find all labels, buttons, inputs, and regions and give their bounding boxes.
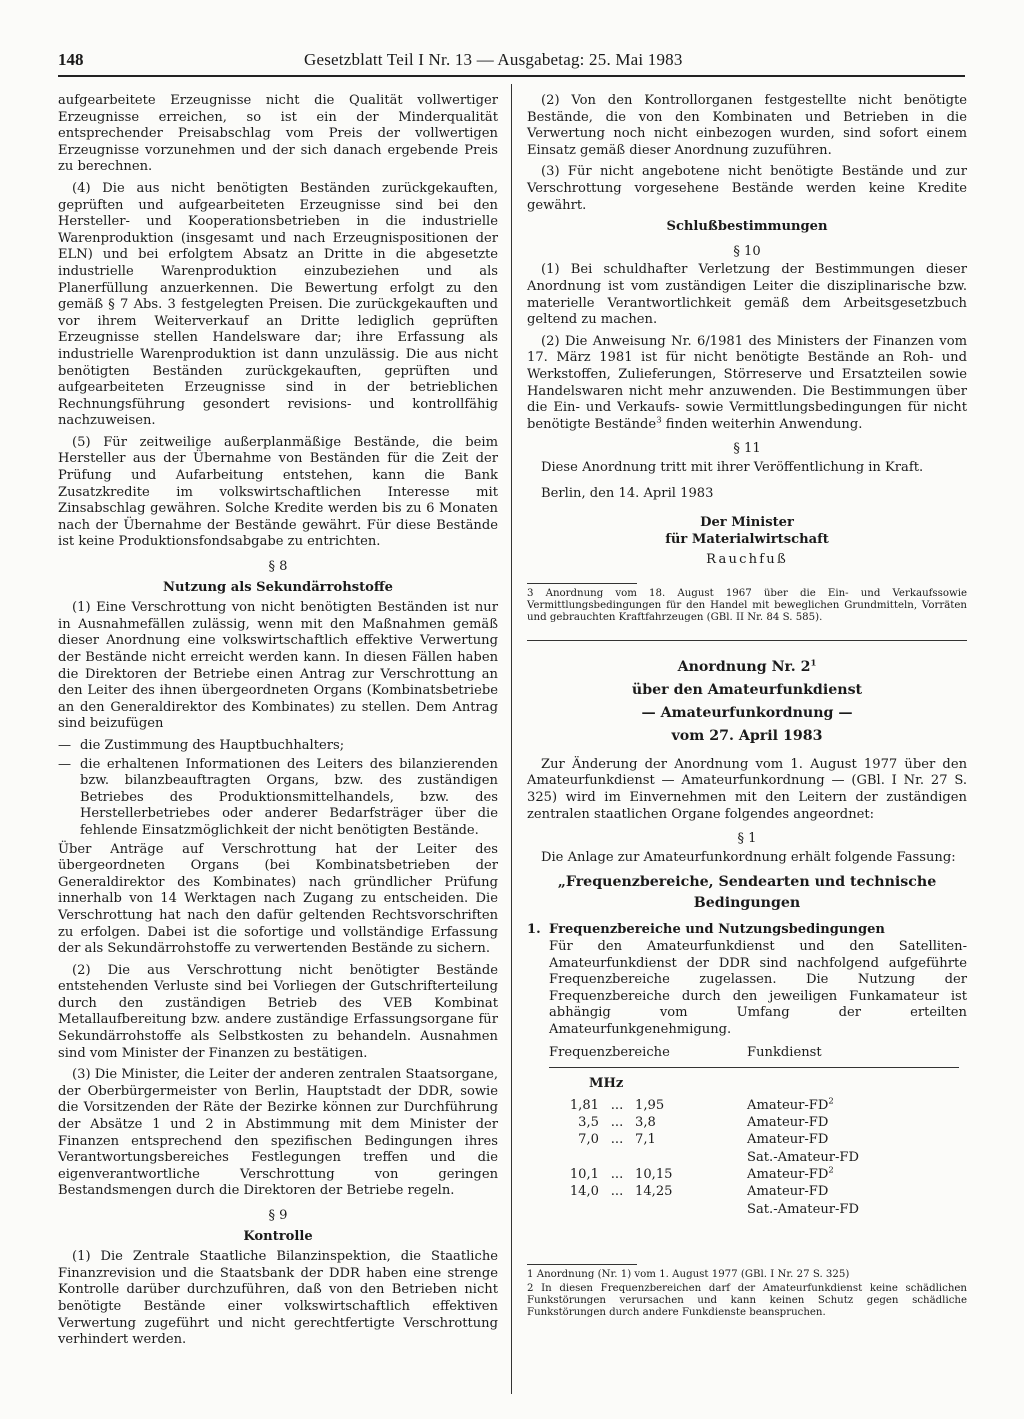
paragraph: Die Anlage zur Amateurfunkordnung erhält folgende Fassung: <box>541 849 956 865</box>
item-body <box>549 922 967 1217</box>
left-column <box>58 93 498 1354</box>
section-number: § 1 <box>737 831 757 847</box>
paragraph: (2) Von den Kontrollorganen festgestellte nicht benötigte Bestände, die von den Kombinaten und Betrieben in die Verwertung noch nicht einbezogen wurden, sind sofort einem Einsatz gemäß dieser Anordnung zuzuführen. <box>527 93 967 158</box>
service-name: Amateur-FD <box>747 1184 829 1200</box>
frequency-range <box>549 1114 747 1131</box>
service-name: Amateur-FD <box>747 1097 829 1113</box>
dash-item-text: die Zustimmung des Hauptbuchhalters; <box>80 737 345 753</box>
range-from: 1,81 <box>569 1097 599 1113</box>
frequency-row <box>549 1114 967 1131</box>
range-dots: ... <box>610 1132 624 1148</box>
section-number: § 8 <box>268 559 288 575</box>
frequency-range <box>549 1131 747 1166</box>
decree-title-text: Anordnung Nr. 2 <box>677 658 811 675</box>
dash-item-text: die erhaltenen Informationen des Leiters des bilanzierenden bzw. bilanzbeauftragten Organs, bzw. des zuständigen Betriebes des Produktionsmittelhandels, bzw. des Herstellerbetriebes oder anderer Bedarfsträger über die fehlende Einsatzmöglichkeit der nicht benötigten Bestände. <box>80 756 498 838</box>
frequency-range <box>549 1183 747 1218</box>
dash-list-item <box>58 738 498 755</box>
range-dots: ... <box>610 1166 624 1182</box>
frequency-row <box>549 1183 967 1218</box>
range-from: 3,5 <box>578 1115 599 1131</box>
decree-date: vom 27. April 1983 <box>671 727 823 744</box>
header-rule <box>58 75 965 77</box>
range-dots: ... <box>610 1184 624 1200</box>
paragraph: aufgearbeitete Erzeugnisse nicht die Qualität vollwertiger Erzeugnisse erreichen, so ist ein der Minderqualität entsprechender Preisabschlag vom Preis der vollwertigen Erzeugnisse vorzunehmen und der sich danach ergebende Preis zu berechnen. <box>58 93 498 175</box>
frequency-range <box>549 1097 747 1114</box>
range-dots: ... <box>610 1097 624 1113</box>
unit-label: MHz <box>589 1076 624 1092</box>
radio-service <box>747 1183 967 1218</box>
footnote-ref: 3 <box>656 415 662 426</box>
range-to: 3,8 <box>635 1115 656 1131</box>
signature-title: Der Minister <box>700 515 794 531</box>
radio-service <box>747 1114 967 1131</box>
paragraph-text-end: finden weiterhin Anwendung. <box>661 416 863 432</box>
signature-ministry: für Materialwirtschaft <box>665 531 829 547</box>
footnote-ref: 1 <box>810 658 817 669</box>
frequency-row <box>549 1131 967 1166</box>
item-title: Frequenzbereiche und Nutzungsbedingungen <box>549 922 885 938</box>
running-title: Gesetzblatt Teil I Nr. 13 — Ausgabetag: 25. Mai 1983 <box>304 50 683 69</box>
paragraph: Über Anträge auf Verschrottung hat der Leiter des übergeordneten Organs (bei Kombinatsbetrieben der Generaldirektor des Kombinates) nach gründlicher Prüfung innerhalb von 14 Werktagen nach Zugang zu entscheiden. Die Verschrottung hat nach den dafür geltenden Rechtsvorschriften zu erfolgen. Dabei ist die sofortige und vollständige Erfassung der als Sekundärrohstoffe zu verwertenden Bestände zu sichern. <box>58 841 498 957</box>
frequency-row <box>549 1166 967 1183</box>
section-title: Schlußbestimmungen <box>666 219 828 235</box>
frequency-table <box>549 1097 967 1218</box>
column-divider <box>511 84 512 1394</box>
range-to: 10,15 <box>635 1166 673 1182</box>
paragraph: Zur Änderung der Anordnung vom 1. August 1977 über den Amateurfunkdienst — Amateurfunkordnung — (GBl. I Nr. 27 S. 325) wird im Einvernehmen mit den Leitern der zuständigen zentralen staatlichen Organe folgendes angeordnet: <box>527 756 967 822</box>
range-from: 7,0 <box>578 1132 599 1148</box>
paragraph: (1) Die Zentrale Staatliche Bilanzinspektion, die Staatliche Finanzrevision und die Staatsbank der DDR haben eine strenge Kontrolle darüber durchzuführen, daß von den Betrieben nicht benötigte Bestände einer volkswirtschaftlich effektiven Verwertung zugeführt und nicht gerechtfertigte Verschrottung verhindert werden. <box>58 1249 498 1348</box>
section-number: § 10 <box>733 243 761 259</box>
range-to: 14,25 <box>635 1184 673 1200</box>
paragraph: Diese Anordnung tritt mit ihrer Veröffentlichung in Kraft. <box>541 459 924 475</box>
frequency-range <box>549 1166 747 1183</box>
section-title: Kontrolle <box>243 1228 313 1244</box>
range-dots: ... <box>610 1115 624 1131</box>
item-text: Für den Amateurfunkdienst und den Satelliten-Amateurfunkdienst der DDR sind nachfolgend aufgeführte Frequenzbereiche zugelassen. Die Nutzung der Frequenzbereiche durch den jeweiligen Funkamateur ist abhängig vom Umfang der erteilten Amateurfunkgenehmigung. <box>549 939 967 1037</box>
service-name-secondary: Sat.-Amateur-FD <box>747 1149 860 1165</box>
service-name-secondary: Sat.-Amateur-FD <box>747 1201 860 1217</box>
radio-service <box>747 1097 967 1114</box>
frequency-row <box>549 1097 967 1114</box>
radio-service <box>747 1166 967 1183</box>
numbered-item <box>527 922 967 1217</box>
footnote: 3 Anordnung vom 18. August 1967 über die Ein- und Verkaufssowie Vermittlungsbedingungen für den Handel mit beweglichen Grundmitteln, Vorräten und gebrauchten Kraftfahrzeugen (GBl. II Nr. 84 S. 585). <box>527 587 967 623</box>
footnote: 1 Anordnung (Nr. 1) vom 1. August 1977 (GBl. I Nr. 27 S. 325) <box>527 1268 850 1280</box>
range-from: 10,1 <box>569 1166 599 1182</box>
page-header <box>58 50 963 72</box>
footnote-rule <box>527 1264 637 1265</box>
service-name: Amateur-FD <box>747 1132 829 1148</box>
column-header-service: Funkdienst <box>747 1044 822 1060</box>
decree-title <box>527 657 967 678</box>
paragraph: (4) Die aus nicht benötigten Beständen zurückgekauften, geprüften und aufgearbeiteten Erzeugnisse sind bei den Hersteller- und Kooperationsbetrieben in die industrielle Warenproduktion (insgesamt und nach Erzeugnispositionen der ELN) und bei erfolgtem Absatz an Dritte in die abgesetzte industrielle Warenproduktion einzubeziehen und als Planerfüllung anzuerkennen. Die Bewertung erfolgt zu den gemäß § 7 Abs. 3 festgelegten Preisen. Die zurückgekauften und vor ihrem Weiterverkauf an Dritte lediglich geprüften Erzeugnisse stellen Handelsware dar; ihre Erfassung als industrielle Warenproduktion ist dann unzulässig. Die aus nicht benötigten Beständen zurückgekauften, geprüften und aufgearbeiteten Erzeugnisse sind in der betrieblichen Rechnungsführung gesondert revisions- und kontrollfähig nachzuweisen. <box>58 180 498 429</box>
column-header-frequency: Frequenzbereiche <box>549 1044 670 1060</box>
section-divider <box>527 640 967 641</box>
decree-short-title: — Amateurfunkordnung — <box>641 704 853 721</box>
section-title: Nutzung als Sekundärrohstoffe <box>163 579 393 595</box>
paragraph: (3) Für nicht angebotene nicht benötigte Bestände und zur Verschrottung vorgesehene Bestände werden keine Kredite gewährt. <box>527 164 967 213</box>
frequency-table-header <box>549 1045 967 1062</box>
section-number: § 11 <box>733 441 761 457</box>
paragraph <box>527 334 967 434</box>
footnote: 2 In diesen Frequenzbereichen darf der Amateurfunkdienst keine schädlichen Funkstörungen verursachen und kann keinen Schutz gegen schädliche Funkstörungen durch andere Funkdienste beanspruchen. <box>527 1282 967 1318</box>
page-number: 148 <box>58 50 84 69</box>
service-name: Amateur-FD <box>747 1166 829 1182</box>
service-name: Amateur-FD <box>747 1115 829 1131</box>
section-number: § 9 <box>268 1208 288 1223</box>
paragraph: (2) Die aus Verschrottung nicht benötigter Bestände entstehenden Verluste sind bei Vorliegen der Gutschrifterteilung durch den zuständigen Betrieb des VEB Kombinat Metallaufbereitung bzw. andere zuständige Erfassungsorgane für Sekundärrohstoffe als Selbstkosten zu behandeln. Ausnahmen sind vom Minister der Finanzen zu bestätigen. <box>58 962 498 1061</box>
item-number: 1. <box>527 922 541 938</box>
paragraph: (1) Bei schuldhafter Verletzung der Bestimmungen dieser Anordnung ist vom zuständigen Leiter die disziplinarische bzw. materielle Verantwortlichkeit gemäß dem Arbeitsgesetzbuch geltend zu machen. <box>527 262 967 328</box>
paragraph: (3) Die Minister, die Leiter der anderen zentralen Staatsorgane, der Oberbürgermeister von Berlin, Hauptstadt der DDR, sowie die Vorsitzenden der Räte der Bezirke können zur Durchführung der Absätze 1 und 2 in Abstimmung mit dem Minister der Finanzen entsprechend den spezifischen Bedingungen ihres Verantwortungsbereiches Festlegungen treffen und die eigenverantwortliche Verschrottung von geringen Bestandsmengen durch die Direktoren der Betriebe regeln. <box>58 1067 498 1199</box>
signature-name: Rauchfuß <box>706 552 788 568</box>
paragraph: (5) Für zeitweilige außerplanmäßige Bestände, die beim Hersteller aus der Übernahme von Beständen für die Zeit der Prüfung und Aufarbeitung entstehen, kann die Bank Zusatzkredite im volkswirtschaftlichen Interesse mit Zinsabschlag gewähren. Solche Kredite werden bis zu 6 Monaten nach der Übernahme der Bestände gewährt. Für diese Bestände ist keine Produktionsfondsabgabe zu entrichten. <box>58 434 498 550</box>
dash-list-item <box>58 757 498 840</box>
range-to: 1,95 <box>635 1097 665 1113</box>
footnote-ref: 2 <box>828 1096 834 1107</box>
range-from: 14,0 <box>569 1184 599 1200</box>
table-rule <box>549 1067 959 1068</box>
footnote-rule <box>527 583 637 584</box>
paragraph-text: (2) Die Anweisung Nr. 6/1981 des Ministers der Finanzen vom 17. März 1981 ist für nicht benötigte Bestände an Roh- und Werkstoffen, Zulieferungen, Störreserve und Ersatzteilen sowie Handelswaren nicht mehr anzuwenden. Die Bestimmungen über die Ein- und Verkaufs- sowie Vermittlungsbedingungen für nicht benötigte Bestände <box>527 333 967 432</box>
dash-marker: — <box>58 756 72 772</box>
decree-subject: über den Amateurfunkdienst <box>631 681 863 698</box>
radio-service <box>747 1131 967 1166</box>
footnote-ref: 2 <box>828 1165 834 1176</box>
paragraph: (1) Eine Verschrottung von nicht benötigten Beständen ist nur in Ausnahmefällen zulässig, wenn mit den Maßnahmen gemäß dieser Anordnung eine volkswirtschaftlich effektive Verwertung der Bestände nicht erreicht werden kann. In diesen Fällen haben die Direktoren der Betriebe einen Antrag zur Verschrottung an den Leiter des ihnen übergeordneten Organs (Kombinatsbetriebe an den Generaldirektor des Kombinates) zu stellen. Dem Antrag sind beizufügen <box>58 600 498 732</box>
annex-title: „Frequenzbereiche, Sendearten und technische Bedingungen <box>557 874 937 912</box>
right-column <box>527 93 967 1321</box>
place-date: Berlin, den 14. April 1983 <box>541 486 714 502</box>
range-to: 7,1 <box>635 1132 656 1148</box>
dash-marker: — <box>58 737 72 753</box>
